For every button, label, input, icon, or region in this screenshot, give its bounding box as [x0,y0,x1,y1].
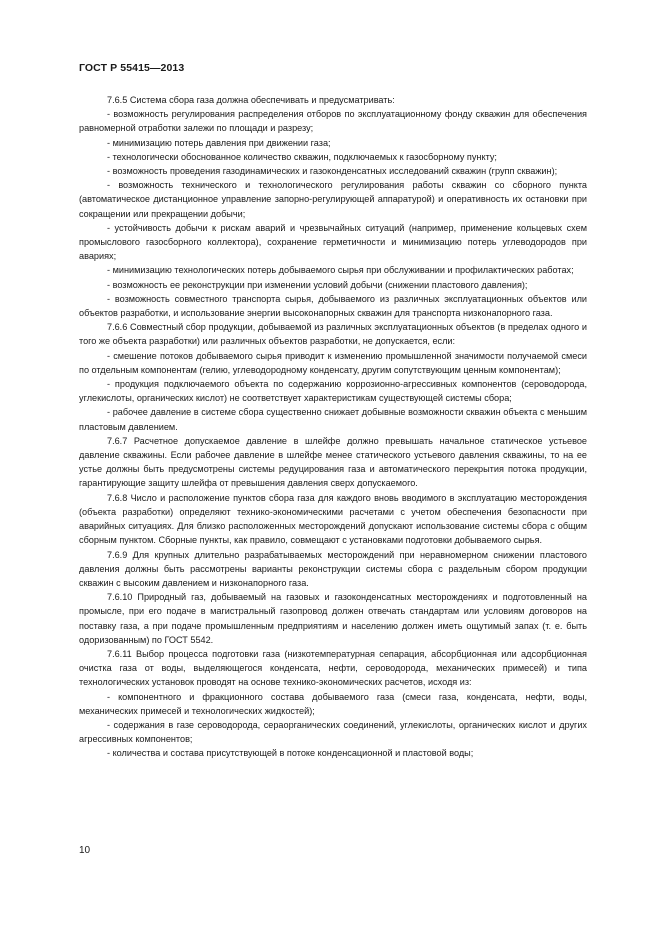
paragraph-7-6-5: 7.6.5 Система сбора газа должна обеспечивать и предусматривать: [107,95,395,105]
page-number: 10 [79,845,91,856]
list-item: - возможность проведения газодинамических и газоконденсатных исследований скважин (групп скважин); [107,166,558,177]
list-item: - устойчивость добычи к рискам аварий и чрезвычайных ситуаций (например, применение кольцевых схем промыслового газосборного коллектора), сохранение герметичности и минимизацию потерь углеводородов при авариях; [79,222,587,262]
list-item: - минимизацию технологических потерь добываемого сырья при обслуживании и профилактических работах; [107,265,574,276]
list-item: - возможность технического и технологического регулирования работы скважин со сборного пункта (автоматическое дистанционное управление запорно-регулирующей аппаратурой) и оперативность их остановки при сокращении или прекращении добычи; [79,180,587,219]
paragraph-7-6-9: 7.6.9 Для крупных длительно разрабатываемых месторождений при неравномерном снижении пластового давления должны быть рассмотрены варианты реконструкции системы сбора с раздельным сбором продукции скважин с высоким давлением и низконапорного газа. [79,549,587,588]
list-item: - рабочее давление в системе сбора существенно снижает добывные возможности скважин объекта с меньшим пластовым давлением. [79,407,587,432]
body-text [79,93,587,761]
list-item: - возможность совместного транспорта сырья, добываемого из различных эксплуатационных объектов или объектов разработки, и использование энергии высоконапорных скважин для транспорта низконапорного газа. [79,293,587,319]
list-item: - содержания в газе сероводорода, сераорганических соединений, углекислоты, органических кислот и других агрессивных компонентов; [79,719,587,745]
list-item: - минимизацию потерь давления при движении газа; [107,137,331,148]
list-item: - технологически обоснованное количество скважин, подключаемых к газосборному пункту; [107,151,497,162]
paragraph-7-6-11: 7.6.11 Выбор процесса подготовки газа (низкотемпературная сепарация, абсорбционная или адсорбционная очистка газа от воды, выделяющегося конденсата, нефти, сероводорода, механических примесей) и типа технологических установок проводят на основе технико-экономических расчетов, исходя из: [79,648,587,688]
document-header: ГОСТ Р 55415—2013 [79,62,185,74]
list-item: - возможность регулирования распределения отборов по эксплуатационному фонду скважин для обеспечения равномерной отработки залежи по площади и разрезу; [79,109,587,134]
paragraph-7-6-10: 7.6.10 Природный газ, добываемый на газовых и газоконденсатных месторождениях и подготовленный на промысле, при его подаче в магистральный газопровод должен отвечать стандартам или условиям договоров на поставку газа, а при подаче промышленным предприятиям и населению должен иметь ощутимый запах (т. е. быть одоризованным) по ГОСТ 5542. [79,592,587,645]
paragraph-7-6-7: 7.6.7 Расчетное допускаемое давление в шлейфе должно превышать начальное статическое устьевое давление скважины. Если рабочее давление в шлейфе менее статического устьевого давления скважины, то на ее устье должны быть предусмотрены системы редуцирования газа и автоматического перекрытия потока продукции, гарантирующие защиту шлейфа от превышения давления сверх допускаемого. [79,435,587,489]
list-item: - количества и состава присутствующей в потоке конденсационной и пластовой воды; [107,748,474,759]
paragraph-7-6-6: 7.6.6 Совместный сбор продукции, добываемой из различных эксплуатационных объектов (в пределах одного и того же объекта разработки) или различных объектов разработки, не допускается, если: [79,322,587,347]
paragraph-7-6-8: 7.6.8 Число и расположение пунктов сбора газа для каждого вновь вводимого в эксплуатацию месторождения (объекта разработки) определяют технико-экономическими расчетами с учетом обеспечения безопасности при аварийных ситуациях. Для близко расположенных месторождений допускают использование системы сбора с общим сборным пунктом. Сборные пункты, как правило, совмещают с установками подготовки добываемого сырья. [79,492,587,546]
list-item: - возможность ее реконструкции при изменении условий добычи (снижении пластового давления); [107,279,528,290]
list-item: - продукция подключаемого объекта по содержанию коррозионно-агрессивных компонентов (сероводорода, углекислоты, органических кислот) не соответствует характеристикам существующей системы сбора; [79,379,587,404]
list-item: - компонентного и фракционного состава добываемого газа (смеси газа, конденсата, нефти, воды, механических примесей и технологических жидкостей); [79,691,587,716]
list-item: - смешение потоков добываемого сырья приводит к изменению промышленной значимости получаемой смеси по отдельным компонентам (гелию, углеводородному конденсату, другим сопутствующим ценным компонентам); [79,350,587,375]
